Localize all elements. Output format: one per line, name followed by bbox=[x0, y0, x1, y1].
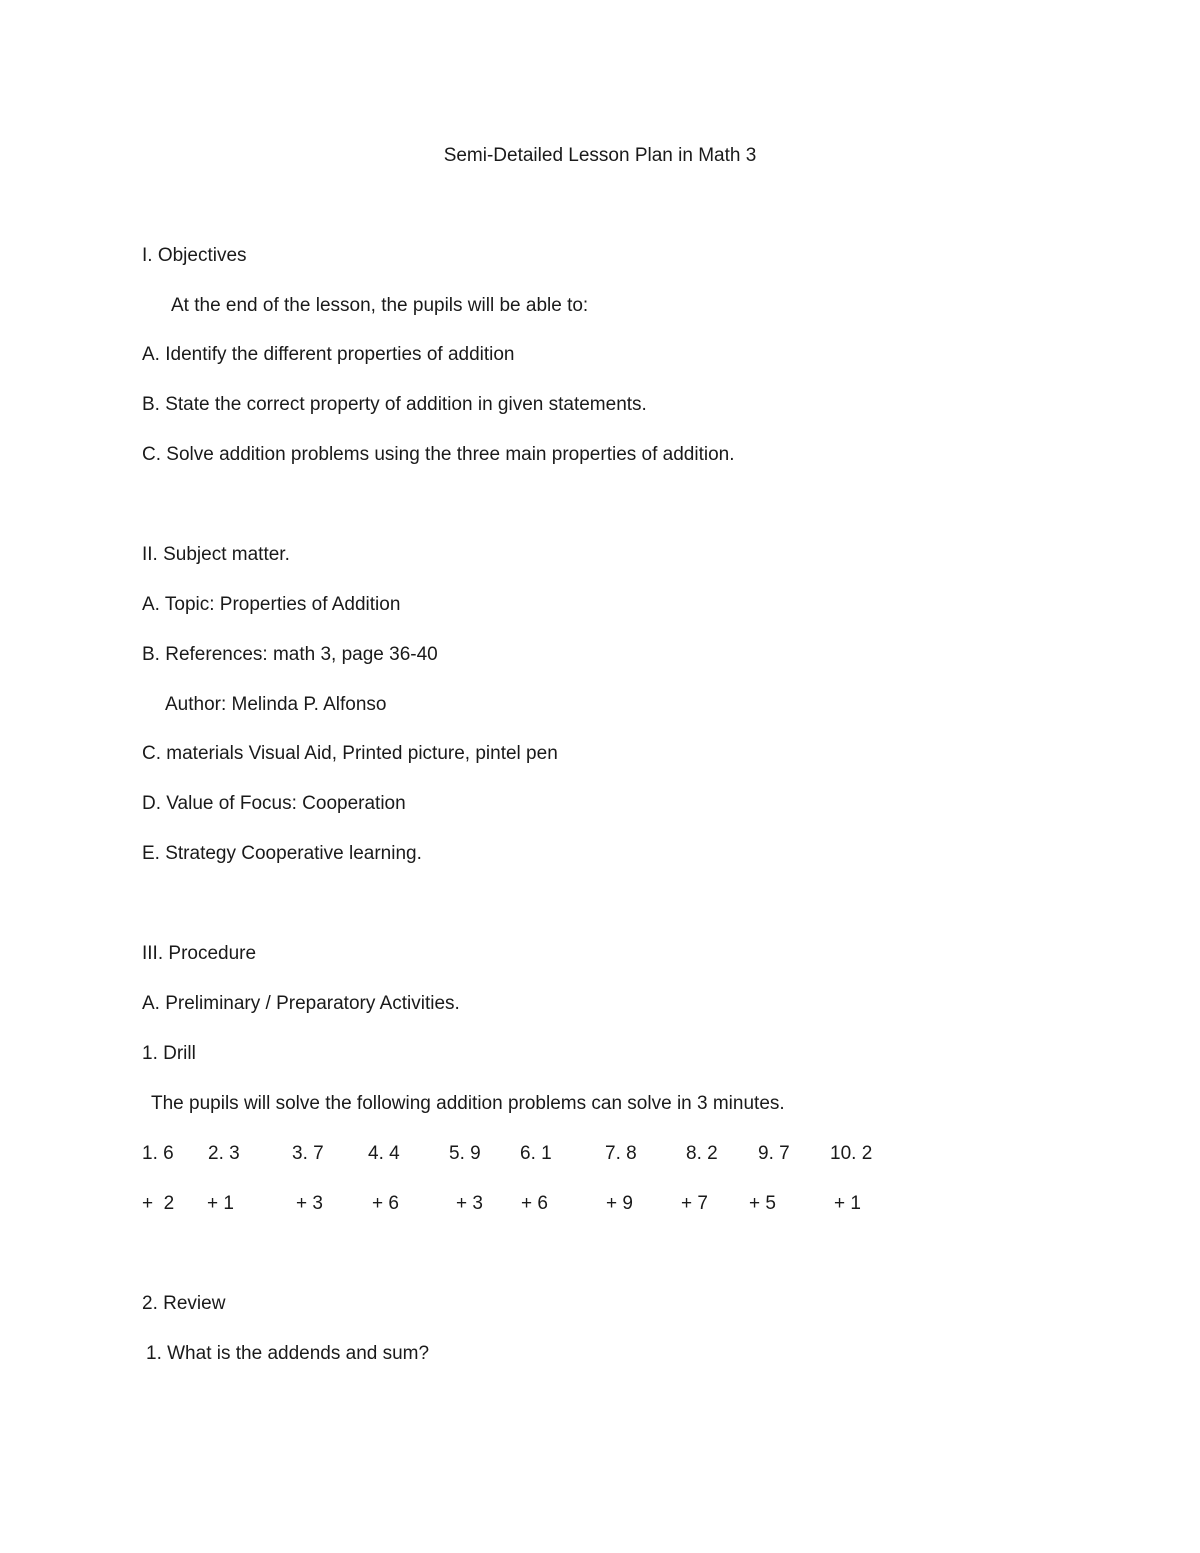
drill-problem-bottom: + 3 bbox=[296, 1193, 323, 1214]
objective-c: C. Solve addition problems using the three main properties of addition. bbox=[142, 444, 735, 465]
drill-problem-top: 9. 7 bbox=[758, 1143, 790, 1164]
procedure-heading: III. Procedure bbox=[142, 943, 257, 964]
review-question-1: 1. What is the addends and sum? bbox=[146, 1343, 430, 1364]
drill-problem-top: 6. 1 bbox=[520, 1143, 552, 1164]
drill-problem-bottom: + 2 bbox=[142, 1193, 175, 1214]
procedure-preliminary: A. Preliminary / Preparatory Activities. bbox=[142, 993, 460, 1014]
drill-problem-top: 1. 6 bbox=[142, 1143, 174, 1164]
drill-problem-top: 7. 8 bbox=[605, 1143, 637, 1164]
subject-value: D. Value of Focus: Cooperation bbox=[142, 793, 406, 814]
objective-b: B. State the correct property of addition in given statements. bbox=[142, 394, 647, 415]
objectives-heading: I. Objectives bbox=[142, 245, 247, 266]
drill-problem-bottom: + 5 bbox=[749, 1193, 776, 1214]
drill-problem-bottom: + 7 bbox=[681, 1193, 708, 1214]
objectives-intro: At the end of the lesson, the pupils will be able to: bbox=[171, 295, 589, 316]
subject-materials: C. materials Visual Aid, Printed picture, pintel pen bbox=[142, 743, 558, 764]
drill-problem-top: 2. 3 bbox=[208, 1143, 240, 1164]
drill-problem-top: 10. 2 bbox=[830, 1143, 873, 1164]
drill-problem-bottom: + 6 bbox=[372, 1193, 399, 1214]
subject-references: B. References: math 3, page 36-40 bbox=[142, 644, 438, 665]
subject-matter-heading: II. Subject matter. bbox=[142, 544, 290, 565]
drill-problem-top: 8. 2 bbox=[686, 1143, 718, 1164]
drill-problem-bottom: + 1 bbox=[207, 1193, 234, 1214]
subject-strategy: E. Strategy Cooperative learning. bbox=[142, 843, 422, 864]
drill-problem-bottom: + 6 bbox=[521, 1193, 548, 1214]
drill-problem-top: 3. 7 bbox=[292, 1143, 324, 1164]
subject-topic: A. Topic: Properties of Addition bbox=[142, 594, 401, 615]
drill-problem-bottom: + 1 bbox=[834, 1193, 861, 1214]
drill-intro: The pupils will solve the following addition problems can solve in 3 minutes. bbox=[151, 1093, 785, 1114]
page-title: Semi-Detailed Lesson Plan in Math 3 bbox=[443, 145, 757, 166]
drill-problem-bottom: + 9 bbox=[606, 1193, 633, 1214]
review-heading: 2. Review bbox=[142, 1293, 226, 1314]
drill-problem-top: 5. 9 bbox=[449, 1143, 481, 1164]
drill-problem-top: 4. 4 bbox=[368, 1143, 400, 1164]
subject-author: Author: Melinda P. Alfonso bbox=[165, 694, 387, 715]
objective-a: A. Identify the different properties of addition bbox=[142, 344, 515, 365]
drill-heading: 1. Drill bbox=[142, 1043, 196, 1064]
drill-problem-bottom: + 3 bbox=[456, 1193, 483, 1214]
